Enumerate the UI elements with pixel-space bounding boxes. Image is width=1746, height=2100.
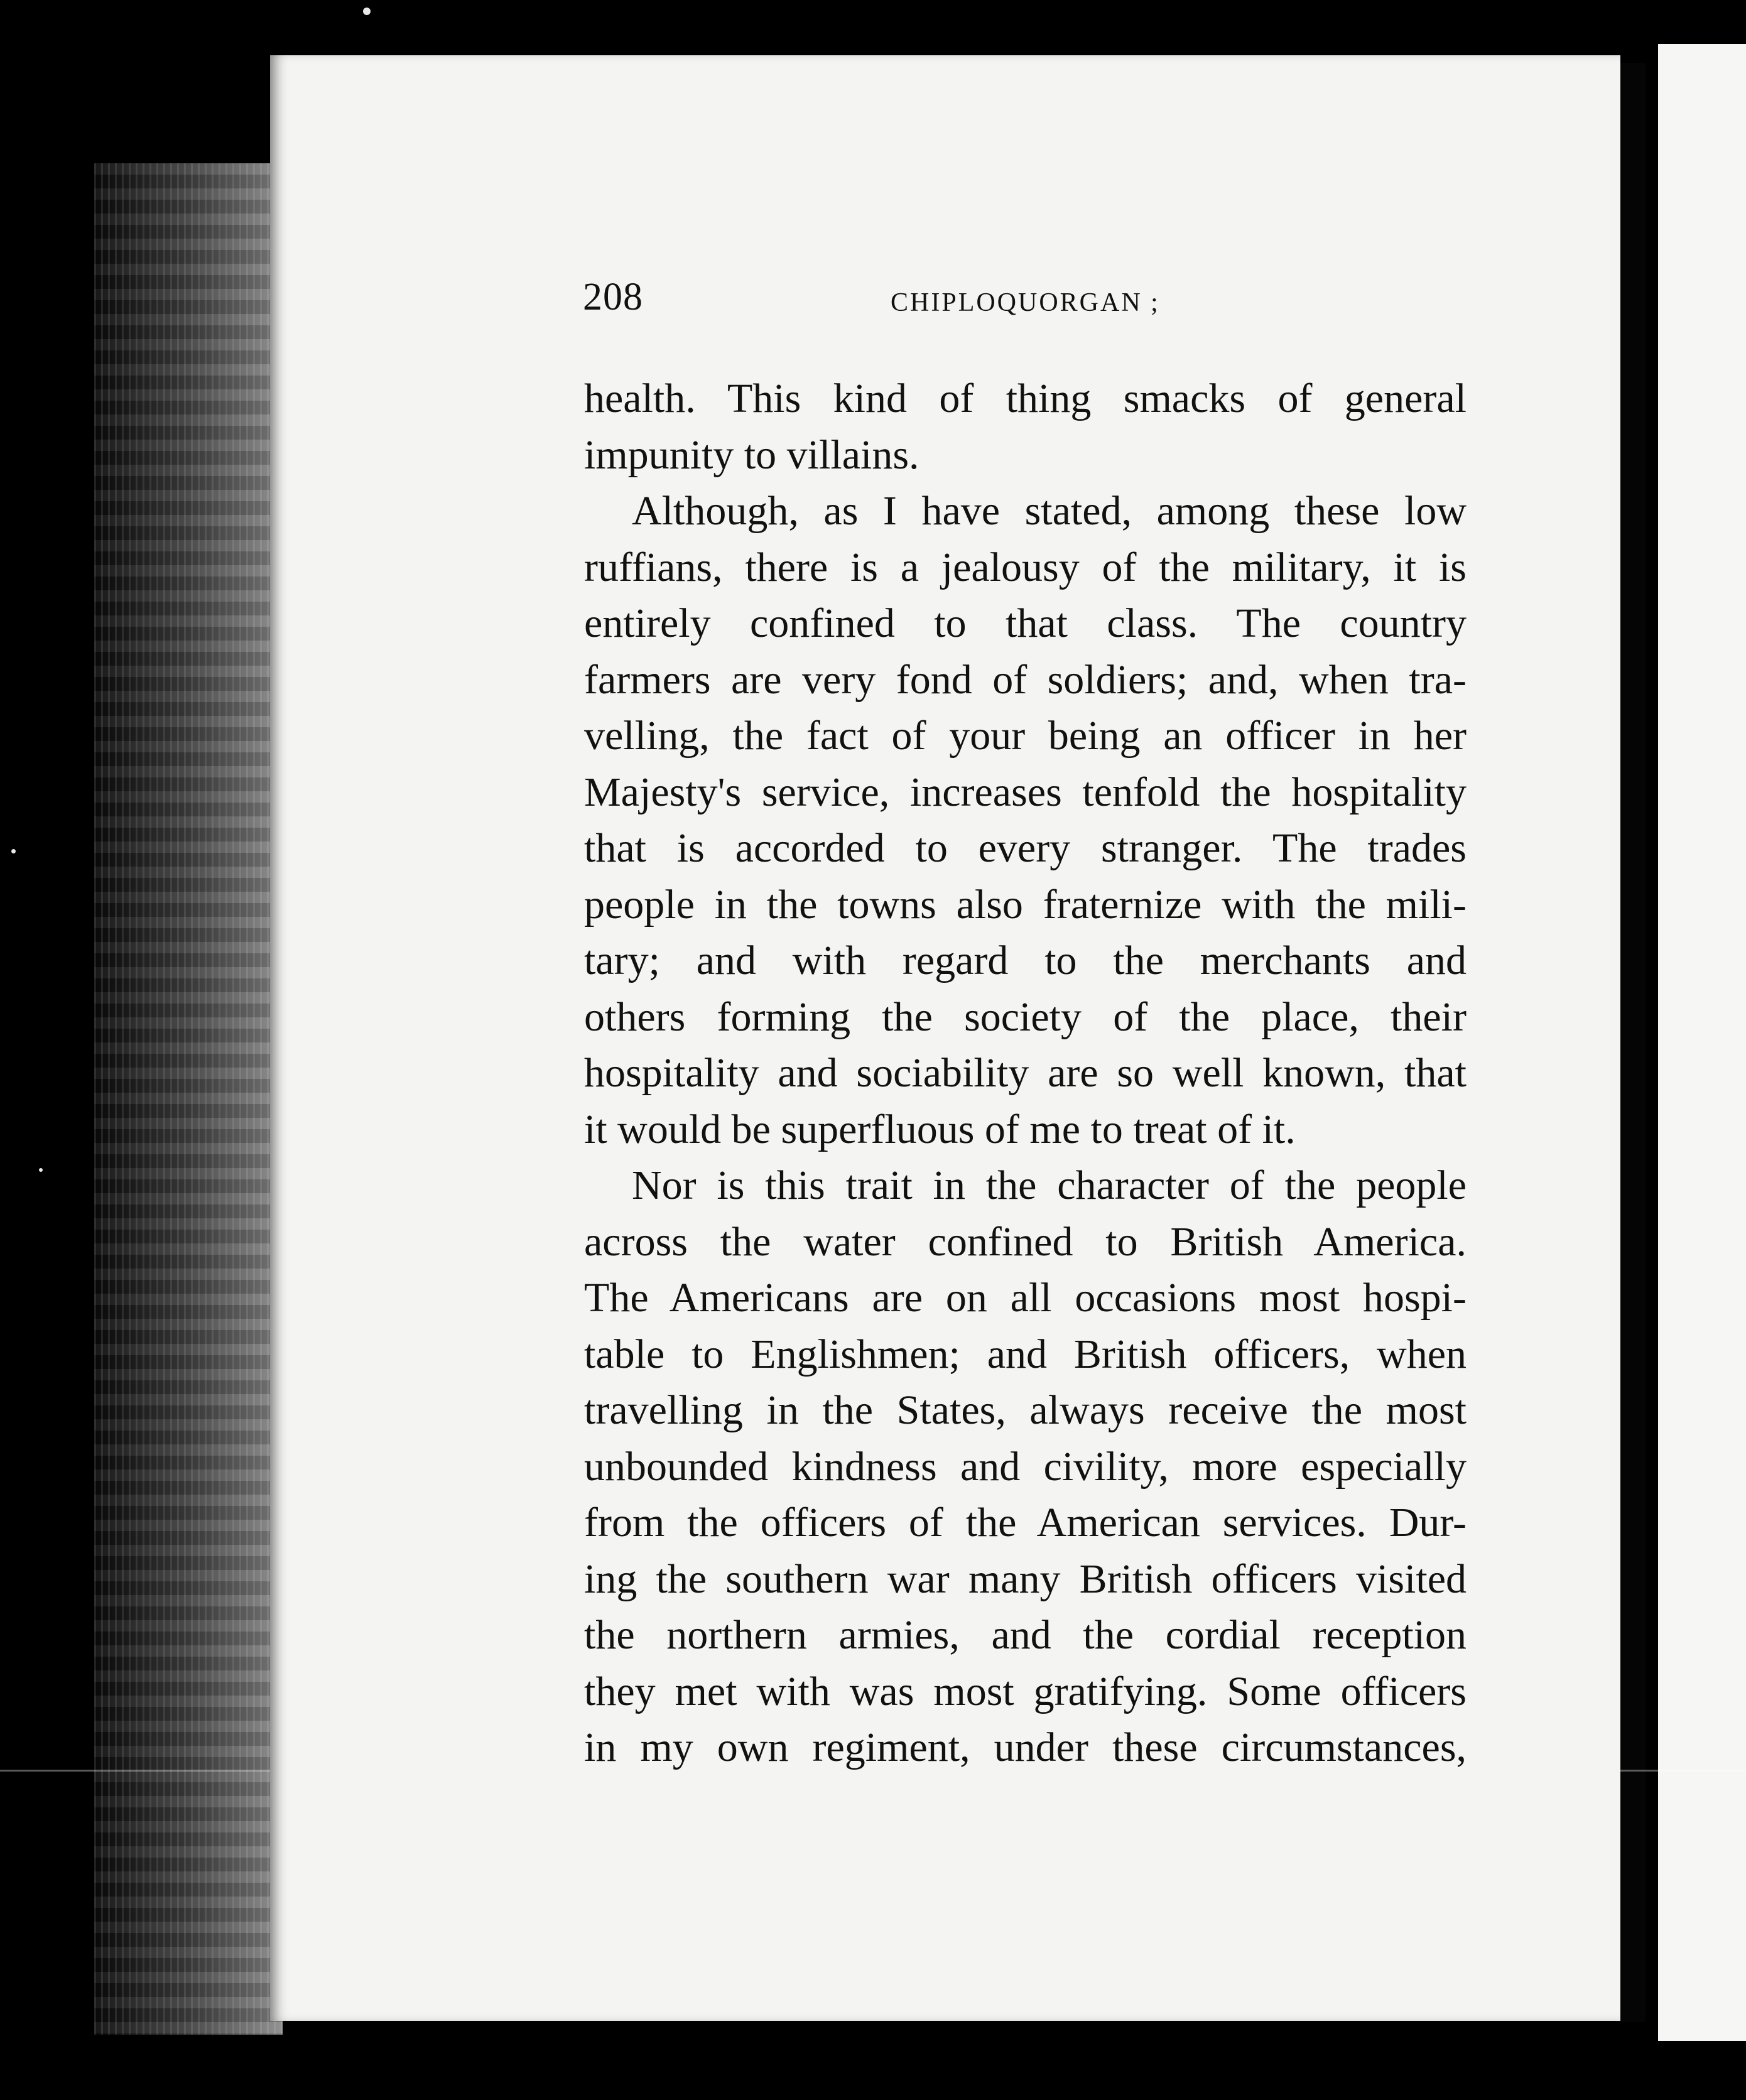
text-line: it would be superfluous of me to treat of it. <box>584 1106 1296 1152</box>
text-line: they met with was most gratifying. Some officers <box>584 1668 1467 1714</box>
text-line: others forming the society of the place, their <box>584 993 1467 1040</box>
text-line: ruffians, there is a jealousy of the military, it is <box>584 544 1467 590</box>
text-line: Nor is this trait in the character of the people <box>632 1162 1467 1208</box>
text-line: the northern armies, and the cordial reception <box>584 1612 1467 1658</box>
text-line: Although, as I have stated, among these low <box>632 488 1467 534</box>
dust-speck <box>363 8 371 15</box>
text-line: The Americans are on all occasions most hospi- <box>584 1275 1467 1321</box>
dust-speck <box>39 1168 43 1172</box>
text-line: people in the towns also fraternize with the mili- <box>584 881 1467 928</box>
page-number: 208 <box>583 276 643 318</box>
text-line: entirely confined to that class. The country <box>584 600 1467 646</box>
text-line: across the water confined to British America. <box>584 1218 1467 1265</box>
text-line: velling, the fact of your being an officer in her <box>584 713 1467 759</box>
text-line: travelling in the States, always receive the most <box>584 1387 1467 1433</box>
text-line: in my own regiment, under these circumstances, <box>584 1724 1467 1770</box>
text-line: health. This kind of thing smacks of general <box>584 376 1467 421</box>
text-line: table to Englishmen; and British officers, when <box>584 1331 1467 1377</box>
book-page-edges <box>94 163 283 2035</box>
text-line: unbounded kindness and civility, more especially <box>584 1443 1467 1490</box>
running-head: CHIPLOQUORGAN ; <box>891 288 1160 317</box>
text-line: from the officers of the American services. Dur- <box>584 1500 1467 1545</box>
gutter-shadow <box>1620 63 1646 2022</box>
text-line: that is accorded to every stranger. The trades <box>584 825 1467 871</box>
text-line: tary; and with regard to the merchants and <box>584 938 1467 983</box>
text-line: impunity to villains. <box>584 431 919 478</box>
body-text <box>584 371 1467 1776</box>
text-line: farmers are very fond of soldiers; and, when tra- <box>584 656 1467 703</box>
text-line: hospitality and sociability are so well known, that <box>584 1050 1467 1096</box>
text-line: Majesty's service, increases tenfold the hospitality <box>584 769 1467 815</box>
text-line: ing the southern war many British officers visited <box>584 1556 1467 1602</box>
dust-speck <box>11 849 16 853</box>
next-page-edge <box>1658 44 1746 2041</box>
